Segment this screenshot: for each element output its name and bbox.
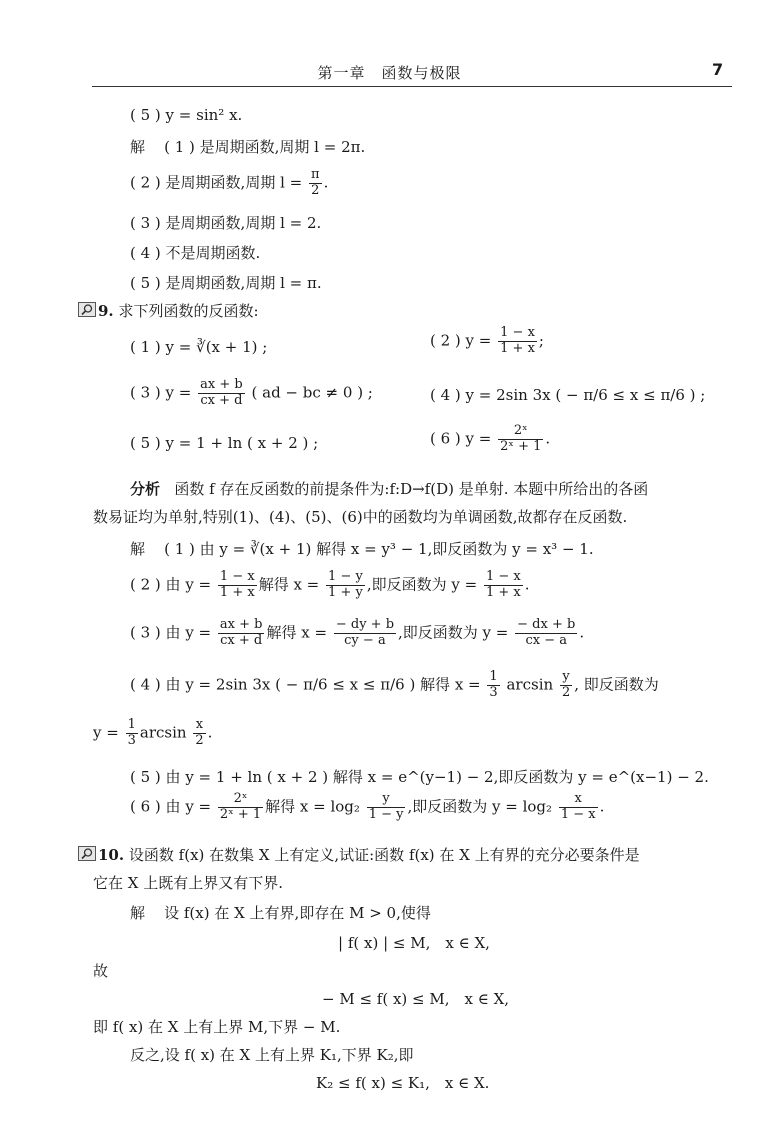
part-condition: ( ad − bc ≠ 0 ) ; xyxy=(251,383,373,402)
part-text: ( 6 ) y = xyxy=(430,429,492,448)
numerator: y xyxy=(367,792,406,808)
numerator: − dx + b xyxy=(517,617,576,632)
fraction xyxy=(218,618,265,649)
magnifier-icon xyxy=(78,302,96,317)
denominator: 2 xyxy=(195,732,204,748)
fraction xyxy=(559,792,598,823)
problem10-solution-1 xyxy=(130,902,431,923)
solution-text: ,即反函数为 y = xyxy=(366,575,478,594)
solution-text: 解得 x = xyxy=(258,575,320,594)
fraction xyxy=(193,718,205,749)
problem10-solution-3: 反之,设 f( x) 在 X 上有上界 K₁,下界 K₂,即 xyxy=(130,1046,414,1064)
solution-text: ( 6 ) 由 y = xyxy=(130,797,212,816)
problem-text: 设函数 f(x) 在数集 X 上有定义,试证:函数 f(x) 在 X 上有界的充分必要条件是 xyxy=(128,846,640,864)
solution-text: ( 4 ) 由 y = 2sin 3x ( − π/6 ≤ x ≤ π/6 ) 解得 x = xyxy=(130,675,481,694)
numerator: ax + b xyxy=(219,617,263,632)
problem9-part2: ( 2 ) y = $\frac{1 - x}{1 + x}$ ; xyxy=(430,325,544,356)
equation-1: | f( x) | ≤ M, x ∈ X, xyxy=(338,934,490,952)
problem9-solution-1 xyxy=(130,538,594,559)
fraction xyxy=(515,618,577,649)
fraction xyxy=(487,670,499,701)
numerator: 1 − x xyxy=(219,569,255,584)
numerator: − dy + b xyxy=(335,617,395,632)
problem8-solution-2: ( 2 ) 是周期函数,周期 l = $\frac{\pi}{2}$ . xyxy=(130,167,329,198)
numerator: y xyxy=(560,670,572,686)
denominator: 2 xyxy=(561,684,571,700)
therefore-word: 故 xyxy=(93,962,109,980)
fraction xyxy=(560,670,572,701)
analysis-label: 分析 xyxy=(130,480,161,498)
running-header: 第一章 函数与极限 xyxy=(317,64,462,82)
fraction xyxy=(334,618,396,649)
problem8-solution-5: ( 5 ) 是周期函数,周期 l = π. xyxy=(130,274,322,292)
solution-label: 解 xyxy=(130,904,146,922)
solution-text: 解得 x = log₂ xyxy=(265,797,360,816)
fraction xyxy=(218,792,263,823)
problem8-item5: ( 5 ) y = sin² x. xyxy=(130,106,243,124)
part-text: ( 3 ) y = xyxy=(130,383,192,402)
denominator: 2ˣ + 1 xyxy=(500,438,542,454)
numerator: 1 xyxy=(489,669,498,684)
problem10-statement-line-1 xyxy=(98,844,640,865)
denominator: 1 − y xyxy=(368,806,404,822)
denominator: 1 + y xyxy=(328,584,363,600)
numerator: π xyxy=(311,167,320,182)
denominator: cy − a xyxy=(344,632,386,648)
denominator: 2ˣ + 1 xyxy=(219,806,262,822)
problem9-solution-4 xyxy=(130,670,659,701)
problem10-solution-2: 即 f( x) 在 X 上有上界 M,下界 − M. xyxy=(93,1018,341,1036)
problem10-statement-line-2: 它在 X 上既有上界又有下界. xyxy=(93,874,283,892)
problem9-statement xyxy=(98,300,259,321)
problem9-part3 xyxy=(130,378,373,409)
fraction xyxy=(218,570,257,601)
fraction xyxy=(198,378,245,409)
numerator: 1 − y xyxy=(328,569,363,584)
numerator: x xyxy=(193,718,205,734)
denominator: 1 − x xyxy=(560,806,596,822)
solution-text: , 即反函数为 xyxy=(574,675,659,694)
denominator: 1 + x xyxy=(500,340,535,356)
analysis-line-1 xyxy=(130,478,648,499)
fraction xyxy=(126,718,138,749)
solution-text: 解得 x = xyxy=(266,623,328,642)
fraction xyxy=(498,424,543,455)
solution-label: 解 xyxy=(130,138,146,156)
equation-3: K₂ ≤ f( x) ≤ K₁, x ∈ X. xyxy=(316,1074,490,1092)
solution-text: ,即反函数为 y = xyxy=(398,623,509,642)
numerator: 1 − x xyxy=(500,325,535,340)
problem-title: 求下列函数的反函数: xyxy=(118,302,259,320)
problem8-solution-4: ( 4 ) 不是周期函数. xyxy=(130,244,261,262)
denominator: 1 + x xyxy=(485,584,521,600)
denominator: cx + d xyxy=(200,392,243,408)
problem8-solution-3: ( 3 ) 是周期函数,周期 l = 2. xyxy=(130,214,322,232)
solution-text: 设 f(x) 在 X 上有界,即存在 M > 0,使得 xyxy=(164,904,431,922)
equation-2: − M ≤ f( x) ≤ M, x ∈ X, xyxy=(322,990,510,1008)
problem9-solution-4-cont xyxy=(93,718,212,749)
numerator: x xyxy=(559,792,598,808)
analysis-line-2: 数易证均为单射,特别(1)、(4)、(5)、(6)中的函数均为单调函数,故都存在反函数. xyxy=(93,508,628,526)
fraction xyxy=(367,792,406,823)
denominator: 1 + x xyxy=(219,584,255,600)
problem-number: 9. xyxy=(98,302,114,320)
page-number: 7 xyxy=(712,60,724,79)
solution-text: ,即反函数为 y = log₂ xyxy=(407,797,553,816)
solution-text: ( 1 ) 是周期函数,周期 l = 2π. xyxy=(164,138,366,156)
denominator: cx − a xyxy=(525,632,567,648)
numerator: 1 − x xyxy=(485,569,521,584)
denominator: 3 xyxy=(127,732,136,748)
solution-text: arcsin xyxy=(506,675,554,694)
denominator: 3 xyxy=(489,684,498,700)
solution-text: ( 2 ) 由 y = xyxy=(130,575,212,594)
numerator: 2ˣ xyxy=(498,424,543,440)
problem9-solution-5: ( 5 ) 由 y = 1 + ln ( x + 2 ) 解得 x = e^(y−1) − 2,即反函数为 y = e^(x−1) − 2. xyxy=(130,768,709,786)
problem9-solution-6: ( 6 ) 由 y = $\frac{\text{2ˣ}}{\text{2ˣ + 1}}$ 解得 x = log₂ $\frac{y}{1 - y}$ ,即反函数为 y = log₂ $\frac{x}{1 - x}$ . xyxy=(130,791,605,822)
solution-text: ( 2 ) 是周期函数,周期 l = xyxy=(130,173,303,192)
numerator: ax + b xyxy=(200,377,243,392)
solution-text: arcsin xyxy=(139,723,187,742)
fraction xyxy=(498,326,537,357)
denominator: cx + d xyxy=(220,632,263,648)
solution-text: y = xyxy=(93,723,119,742)
magnifier-icon xyxy=(78,846,96,861)
fraction xyxy=(484,570,523,601)
numerator: 2ˣ xyxy=(218,792,263,808)
problem8-solution-1 xyxy=(130,136,365,157)
denominator: 2 xyxy=(311,182,320,198)
problem9-part6: ( 6 ) y = $\frac{\text{2ˣ}}{\text{2ˣ + 1}}$ . xyxy=(430,423,551,454)
solution-label: 解 xyxy=(130,540,146,558)
problem9-part4: ( 4 ) y = 2sin 3x ( − π/6 ≤ x ≤ π/6 ) ; xyxy=(430,386,706,404)
problem-number: 10. xyxy=(98,846,125,864)
fraction xyxy=(326,570,365,601)
numerator: 1 xyxy=(127,717,136,732)
header-rule xyxy=(92,86,732,87)
solution-text: ( 3 ) 由 y = xyxy=(130,623,212,642)
problem9-solution-3: ( 3 ) 由 y = $\frac{ax + b}{cx + d}$ 解得 x = $\frac{- dy + b}{cy - a}$ ,即反函数为 y = $\frac{- dx + b}{cx - a}$ . xyxy=(130,617,585,648)
fraction xyxy=(309,168,322,199)
solution-text: . xyxy=(207,723,213,742)
solution-text: ( 1 ) 由 y = ∛(x + 1) 解得 x = y³ − 1,即反函数为 y = x³ − 1. xyxy=(164,540,594,558)
problem9-part1: ( 1 ) y = ∛(x + 1) ; xyxy=(130,338,268,356)
problem9-solution-2: ( 2 ) 由 y = $\frac{1 - x}{1 + x}$ 解得 x = $\frac{1 - y}{1 + y}$ ,即反函数为 y = $\frac{1 - x}{1 + x}$ . xyxy=(130,569,530,600)
part-text: ( 2 ) y = xyxy=(430,331,492,350)
problem9-part5: ( 5 ) y = 1 + ln ( x + 2 ) ; xyxy=(130,434,319,452)
analysis-text: 函数 f 存在反函数的前提条件为:f:D→f(D) 是单射. 本题中所给出的各函 xyxy=(174,480,649,498)
